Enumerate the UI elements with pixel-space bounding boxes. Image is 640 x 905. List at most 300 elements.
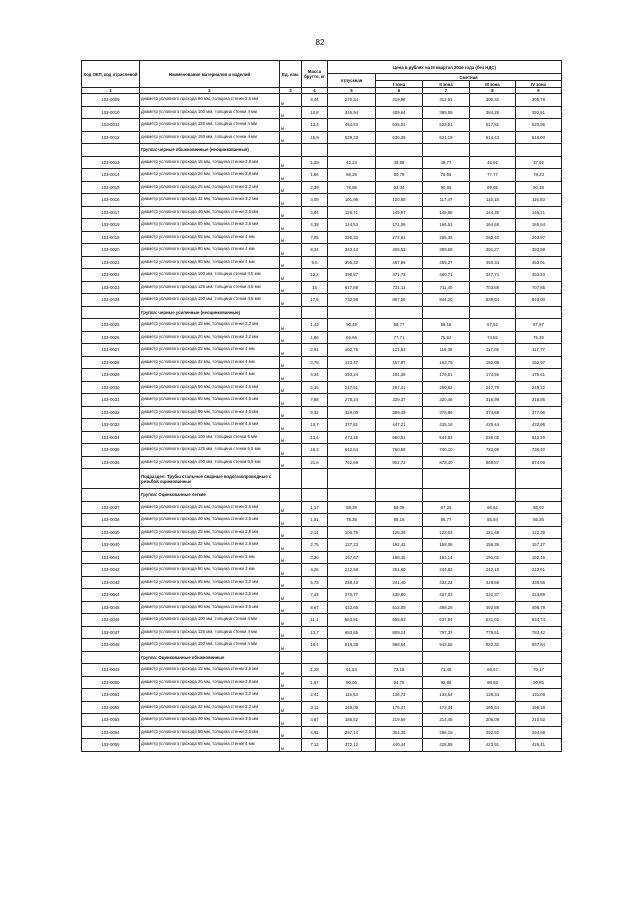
item-code: 103-0039 — [82, 526, 140, 539]
column-index: 5 — [328, 88, 376, 94]
item-code: 103-0024 — [82, 294, 140, 307]
header-unit: Ед. изм. — [280, 61, 302, 88]
item-price-zone-2: 523,51 — [423, 119, 470, 132]
item-price-zone-4: 305,78 — [516, 94, 562, 107]
group-row — [82, 144, 562, 157]
item-price-zone-4: 840,00 — [516, 294, 562, 307]
item-price-zone-1: 93,34 — [376, 181, 423, 194]
item-price-zone-3: 77,77 — [470, 169, 516, 182]
item-mass: 8,67 — [302, 601, 328, 614]
item-code: 103-0031 — [82, 394, 140, 407]
item-release-price: 78,86 — [328, 181, 376, 194]
group-title: Группа: черные усиленные (неоцинкованные) — [140, 306, 280, 319]
column-index: 2 — [140, 88, 280, 94]
item-code: 103-0015 — [82, 181, 140, 194]
item-price-zone-3: 128,34 — [470, 689, 516, 702]
item-price-zone-3: 66,52 — [470, 501, 516, 514]
item-unit: м — [280, 576, 302, 589]
empty-cell — [328, 306, 376, 319]
item-price-zone-2: 193,14 — [423, 551, 470, 564]
item-price-zone-2: 320,46 — [423, 394, 470, 407]
item-price-zone-3: 631,02 — [470, 614, 516, 627]
group-row — [82, 306, 562, 319]
item-price-zone-3: 57,52 — [470, 319, 516, 332]
item-price-zone-1: 171,06 — [376, 219, 423, 232]
item-name: диаметр условного прохода 40 мм, толщина стенки 3,5 мм — [140, 206, 280, 219]
item-price-zone-3: 447,74 — [470, 269, 516, 282]
table-row — [82, 156, 562, 169]
item-price-zone-1: 341,40 — [376, 576, 423, 589]
item-mass: 15 — [302, 281, 328, 294]
item-name: диаметр условного прохода 80 мм, толщина стенки 4,5 мм — [140, 406, 280, 419]
table-row — [82, 564, 562, 577]
item-mass: 6,16 — [302, 381, 328, 394]
item-price-zone-1: 409,64 — [376, 106, 423, 119]
item-unit: м — [280, 244, 302, 257]
item-price-zone-4: 495,79 — [516, 601, 562, 614]
item-unit: м — [280, 94, 302, 107]
item-unit: м — [280, 156, 302, 169]
item-code: 103-0018 — [82, 219, 140, 232]
item-code: 103-0010 — [82, 106, 140, 119]
item-price-zone-1: 329,37 — [376, 394, 423, 407]
item-price-zone-2: 844,20 — [423, 294, 470, 307]
item-name: диаметр условного прохода 20 мм, толщина стенки 2,5 мм — [140, 514, 280, 527]
item-price-zone-4: 117,77 — [516, 344, 562, 357]
item-name: диаметр условного прохода 25 мм, толщина стенки 2,8 мм — [140, 526, 280, 539]
item-name: диаметр условного прохода 90 мм, толщина стенки 4 мм — [140, 256, 280, 269]
header-zone-4: IV зона — [516, 81, 562, 88]
table-row — [82, 244, 562, 257]
empty-cell — [470, 651, 516, 664]
item-price-zone-2: 158,06 — [423, 539, 470, 552]
item-code: 103-0049 — [82, 664, 140, 677]
item-unit: м — [280, 381, 302, 394]
table-row — [82, 369, 562, 382]
item-mass: 7,88 — [302, 394, 328, 407]
item-unit: м — [280, 526, 302, 539]
table-row — [82, 551, 562, 564]
item-mass: 7,12 — [302, 739, 328, 752]
item-code: 103-0022 — [82, 269, 140, 282]
item-price-zone-2: 123,02 — [423, 526, 470, 539]
item-unit: м — [280, 726, 302, 739]
item-name: диаметр условного прохода 100 мм, толщина стенки 4 мм — [140, 614, 280, 627]
item-price-zone-4: 75,25 — [516, 331, 562, 344]
item-price-zone-2: 395,68 — [423, 244, 470, 257]
item-price-zone-4: 243,61 — [516, 564, 562, 577]
item-mass: 13,7 — [302, 626, 328, 639]
item-mass: 5,78 — [302, 576, 328, 589]
item-price-zone-1: 731,11 — [376, 281, 423, 294]
item-price-zone-3: 164,65 — [470, 219, 516, 232]
item-price-zone-1: 251,60 — [376, 564, 423, 577]
column-index: 6 — [376, 88, 423, 94]
item-price-zone-4: 165,64 — [516, 219, 562, 232]
item-price-zone-1: 59,77 — [376, 319, 423, 332]
item-price-zone-2: 86,77 — [423, 514, 470, 527]
item-release-price: 432,65 — [328, 601, 376, 614]
item-unit: м — [280, 281, 302, 294]
item-price-zone-1: 636,35 — [376, 131, 423, 144]
item-unit: м — [280, 344, 302, 357]
table-row — [82, 576, 562, 589]
item-price-zone-2: 265,36 — [423, 231, 470, 244]
page-number: 82 — [315, 38, 325, 47]
item-unit: м — [280, 601, 302, 614]
item-release-price: 61,84 — [328, 664, 376, 677]
item-price-zone-3: 374,68 — [470, 406, 516, 419]
item-code: 103-0014 — [82, 169, 140, 182]
item-price-zone-2: 118,36 — [423, 344, 470, 357]
header-price-title: Цена в рублях на III квартал 2016 года (без НДС) — [328, 61, 562, 74]
empty-cell — [423, 651, 470, 664]
item-price-zone-2: 332,22 — [423, 576, 470, 589]
item-unit: м — [280, 539, 302, 552]
item-price-zone-3: 247,79 — [470, 381, 516, 394]
item-mass: 1,28 — [302, 156, 328, 169]
table-row — [82, 169, 562, 182]
item-price-zone-2: 544,92 — [423, 431, 470, 444]
item-price-zone-4: 618,03 — [516, 131, 562, 144]
item-price-zone-4: 249,22 — [516, 381, 562, 394]
table-row — [82, 294, 562, 307]
table-row — [82, 664, 562, 677]
item-price-zone-3: 778,61 — [470, 626, 516, 639]
item-price-zone-4: 783,42 — [516, 626, 562, 639]
item-release-price: 106,79 — [328, 526, 376, 539]
item-name: диаметр условного прохода 50 мм, толщина стенки 4,5 мм — [140, 381, 280, 394]
item-release-price: 65,66 — [328, 331, 376, 344]
item-release-price: 257,14 — [328, 726, 376, 739]
empty-cell — [423, 306, 470, 319]
item-unit: м — [280, 714, 302, 727]
item-code: 103-0035 — [82, 444, 140, 457]
group-row — [82, 469, 562, 489]
item-mass: 8,34 — [302, 244, 328, 257]
item-release-price: 473,15 — [328, 431, 376, 444]
table-row — [82, 331, 562, 344]
item-price-zone-2: 153,76 — [423, 356, 470, 369]
item-unit: м — [280, 231, 302, 244]
item-name: диаметр условного прохода 50 мм, толщина стенки 3,5 мм — [140, 726, 280, 739]
item-price-zone-4: 152,97 — [516, 356, 562, 369]
item-unit: м — [280, 369, 302, 382]
item-code: 103-0042 — [82, 564, 140, 577]
item-mass: 1,51 — [302, 514, 328, 527]
item-code: 103-0033 — [82, 419, 140, 432]
item-release-price: 42,24 — [328, 156, 376, 169]
item-code: 103-0025 — [82, 319, 140, 332]
table-row — [82, 614, 562, 627]
item-price-zone-1: 80,79 — [376, 169, 423, 182]
item-price-zone-1: 136,73 — [376, 689, 423, 702]
item-price-zone-1: 902,72 — [376, 456, 423, 469]
item-release-price: 642,64 — [328, 444, 376, 457]
item-code: 103-0023 — [82, 281, 140, 294]
item-price-zone-1: 49,98 — [376, 156, 423, 169]
item-price-zone-1: 560,01 — [376, 431, 423, 444]
table-row — [82, 281, 562, 294]
item-mass: 11,1 — [302, 614, 328, 627]
item-code: 103-0012 — [82, 131, 140, 144]
group-row — [82, 651, 562, 664]
item-price-zone-3: 242,19 — [470, 564, 516, 577]
item-price-zone-3: 191,02 — [470, 551, 516, 564]
item-price-zone-2: 460,71 — [423, 269, 470, 282]
item-price-zone-3: 868,87 — [470, 456, 516, 469]
item-price-zone-1: 149,97 — [376, 206, 423, 219]
item-release-price: 75,35 — [328, 514, 376, 527]
table-row — [82, 639, 562, 652]
item-price-zone-4: 78,23 — [516, 169, 562, 182]
item-unit: м — [280, 639, 302, 652]
item-price-zone-1: 655,63 — [376, 614, 423, 627]
item-name: диаметр условного прохода 90 мм, толщина стенки 2,5 мм — [140, 94, 280, 107]
item-price-zone-3: 492,88 — [470, 601, 516, 614]
item-name: диаметр условного прохода 100 мм, толщина стенки 4 мм — [140, 106, 280, 119]
item-mass: 9,5 — [302, 256, 328, 269]
item-price-zone-4: 294,68 — [516, 726, 562, 739]
item-mass: 4,92 — [302, 726, 328, 739]
item-unit: м — [280, 206, 302, 219]
item-unit: м — [280, 181, 302, 194]
item-release-price: 818,39 — [328, 639, 376, 652]
empty-cell — [280, 651, 302, 664]
item-price-zone-4: 210,52 — [516, 714, 562, 727]
item-release-price: 398,57 — [328, 269, 376, 282]
item-price-zone-3: 384,29 — [470, 106, 516, 119]
group-code-cell — [82, 469, 140, 489]
item-price-zone-4: 453,01 — [516, 256, 562, 269]
item-mass: 1,17 — [302, 501, 328, 514]
item-mass: 2,75 — [302, 539, 328, 552]
item-mass: 4,38 — [302, 219, 328, 232]
item-price-zone-3: 174,56 — [470, 369, 516, 382]
item-unit: м — [280, 689, 302, 702]
item-release-price: 126,71 — [328, 206, 376, 219]
empty-cell — [470, 469, 516, 489]
item-release-price: 102,75 — [328, 344, 376, 357]
item-mass: 1,66 — [302, 169, 328, 182]
item-price-zone-1: 257,41 — [376, 381, 423, 394]
column-index: 9 — [516, 88, 562, 94]
item-mass: 1,43 — [302, 319, 328, 332]
item-price-zone-1: 272,61 — [376, 231, 423, 244]
item-price-zone-4: 86,36 — [516, 514, 562, 527]
item-mass: 12,2 — [302, 269, 328, 282]
item-price-zone-1: 176,47 — [376, 701, 423, 714]
item-release-price: 58,39 — [328, 501, 376, 514]
item-mass: 1,86 — [302, 331, 328, 344]
table-row — [82, 601, 562, 614]
item-name: диаметр условного прохода 20 мм, толщина стенки 3,2 мм — [140, 331, 280, 344]
item-price-zone-2: 133,54 — [423, 689, 470, 702]
item-price-zone-3: 165,64 — [470, 701, 516, 714]
item-price-zone-4: 157,27 — [516, 539, 562, 552]
item-unit: м — [280, 219, 302, 232]
item-code: 103-0044 — [82, 589, 140, 602]
item-price-zone-2: 92,98 — [423, 676, 470, 689]
table-row — [82, 539, 562, 552]
item-price-zone-3: 206,09 — [470, 714, 516, 727]
item-price-zone-2: 250,52 — [423, 381, 470, 394]
item-price-zone-2: 621,19 — [423, 131, 470, 144]
item-name: диаметр условного прохода 40 мм, толщина стенки 3,5 мм — [140, 714, 280, 727]
item-code: 103-0038 — [82, 514, 140, 527]
item-code: 103-0053 — [82, 714, 140, 727]
item-release-price: 167,67 — [328, 551, 376, 564]
item-unit: м — [280, 119, 302, 132]
item-code: 103-0030 — [82, 381, 140, 394]
item-price-zone-2: 214,45 — [423, 714, 470, 727]
group-code-cell — [82, 489, 140, 502]
item-unit: м — [280, 331, 302, 344]
table-row — [82, 514, 562, 527]
header-zone-1: I зона — [376, 81, 423, 88]
item-price-zone-4: 122,39 — [516, 526, 562, 539]
item-price-zone-3: 835,04 — [470, 294, 516, 307]
empty-cell — [423, 489, 470, 502]
item-code: 103-0055 — [82, 739, 140, 752]
empty-cell — [280, 306, 302, 319]
item-release-price: 617,89 — [328, 281, 376, 294]
table-row — [82, 406, 562, 419]
item-price-zone-3: 422,37 — [470, 589, 516, 602]
item-price-zone-2: 637,94 — [423, 614, 470, 627]
item-code: 103-0036 — [82, 456, 140, 469]
item-price-zone-3: 539,05 — [470, 431, 516, 444]
item-release-price: 370,77 — [328, 589, 376, 602]
item-price-zone-1: 867,55 — [376, 294, 423, 307]
item-price-zone-3: 89,65 — [470, 181, 516, 194]
item-price-zone-3: 300,32 — [470, 94, 516, 107]
item-price-zone-2: 71,45 — [423, 664, 470, 677]
group-title: Группа: черные обыкновенные (неоцинкованные) — [140, 144, 280, 157]
item-price-zone-4: 634,74 — [516, 614, 562, 627]
item-name: диаметр условного прохода 150 мм, толщина стенки 4 мм — [140, 639, 280, 652]
item-mass: 7,43 — [302, 589, 328, 602]
item-price-zone-2: 296,15 — [423, 726, 470, 739]
column-index: 4 — [302, 88, 328, 94]
item-code: 103-0011 — [82, 119, 140, 132]
item-mass: 15,9 — [302, 131, 328, 144]
item-price-zone-4: 131,09 — [516, 689, 562, 702]
item-price-zone-4: 70,17 — [516, 664, 562, 677]
item-price-zone-4: 90,85 — [516, 676, 562, 689]
group-code-cell — [82, 306, 140, 319]
table-row — [82, 431, 562, 444]
item-code: 103-0043 — [82, 576, 140, 589]
item-price-zone-4: 392,51 — [516, 106, 562, 119]
empty-cell — [328, 144, 376, 157]
item-unit: м — [280, 431, 302, 444]
item-code: 103-0016 — [82, 194, 140, 207]
item-name: диаметр условного прохода 40 мм, толщина стенки 4 мм — [140, 369, 280, 382]
item-release-price: 270,34 — [328, 94, 376, 107]
item-price-zone-4: 66,92 — [516, 501, 562, 514]
item-unit: м — [280, 356, 302, 369]
item-price-zone-4: 175,61 — [516, 369, 562, 382]
item-price-zone-2: 90,86 — [423, 181, 470, 194]
item-price-zone-4: 145,21 — [516, 206, 562, 219]
item-unit: м — [280, 406, 302, 419]
item-name: диаметр условного прохода 150 мм, толщина стенки 4,5 мм — [140, 294, 280, 307]
item-price-zone-4: 707,85 — [516, 281, 562, 294]
item-code: 103-0037 — [82, 501, 140, 514]
item-price-zone-2: 378,99 — [423, 406, 470, 419]
item-price-zone-2: 75,62 — [423, 331, 470, 344]
item-release-price: 153,24 — [328, 369, 376, 382]
item-mass: 13,4 — [302, 119, 328, 132]
header-code: Код ОКП, код отраслевой — [82, 61, 140, 88]
item-price-zone-2: 172,34 — [423, 701, 470, 714]
table-row — [82, 381, 562, 394]
item-price-zone-1: 157,97 — [376, 356, 423, 369]
empty-cell — [302, 469, 328, 489]
item-price-zone-4: 453,23 — [516, 269, 562, 282]
group-code-cell — [82, 144, 140, 157]
item-price-zone-3: 88,93 — [470, 676, 516, 689]
item-mass: 8,44 — [302, 94, 328, 107]
item-release-price: 185,52 — [328, 714, 376, 727]
item-price-zone-3: 328,59 — [470, 576, 516, 589]
item-mass: 2,14 — [302, 526, 328, 539]
item-price-zone-1: 467,89 — [376, 256, 423, 269]
item-price-zone-2: 878,40 — [423, 456, 470, 469]
item-price-zone-1: 69,09 — [376, 501, 423, 514]
item-mass: 3,84 — [302, 206, 328, 219]
group-title: Подраздел: Трубы стальные сварные водогазопроводные с резьбой оцинкованные — [140, 469, 280, 489]
table-row — [82, 501, 562, 514]
item-price-zone-3: 121,68 — [470, 526, 516, 539]
item-mass: 17,8 — [302, 294, 328, 307]
item-price-zone-4: 520,85 — [516, 119, 562, 132]
header-estimate: Сметная — [376, 74, 562, 81]
item-release-price: 137,23 — [328, 539, 376, 552]
item-price-zone-4: 426,41 — [516, 739, 562, 752]
empty-cell — [423, 469, 470, 489]
empty-cell — [302, 144, 328, 157]
item-code: 103-0013 — [82, 156, 140, 169]
header-zone-3: III зона — [470, 81, 516, 88]
item-release-price: 539,33 — [328, 131, 376, 144]
item-name: диаметр условного прохода 50 мм, толщина стенки 3 мм — [140, 564, 280, 577]
item-price-zone-3: 430,44 — [470, 419, 516, 432]
table-row — [82, 726, 562, 739]
item-release-price: 217,51 — [328, 381, 376, 394]
item-unit: м — [280, 564, 302, 577]
item-code: 103-0046 — [82, 614, 140, 627]
empty-cell — [376, 306, 423, 319]
table-row — [82, 739, 562, 752]
item-price-zone-1: 389,49 — [376, 406, 423, 419]
table-row — [82, 269, 562, 282]
item-code: 103-0040 — [82, 539, 140, 552]
item-unit: м — [280, 456, 302, 469]
item-price-zone-2: 244,82 — [423, 564, 470, 577]
empty-cell — [280, 489, 302, 502]
item-name: диаметр условного прохода 100 мм, толщина стенки 5 мм — [140, 431, 280, 444]
empty-cell — [328, 469, 376, 489]
item-code: 103-0020 — [82, 244, 140, 257]
item-name: диаметр условного прохода 32 мм, толщина стенки 3,2 мм — [140, 194, 280, 207]
item-price-zone-1: 73,19 — [376, 664, 423, 677]
empty-cell — [302, 651, 328, 664]
item-mass: 3,87 — [302, 714, 328, 727]
item-name: диаметр условного прохода 80 мм, толщина стенки 3,5 мм — [140, 589, 280, 602]
table-row — [82, 676, 562, 689]
